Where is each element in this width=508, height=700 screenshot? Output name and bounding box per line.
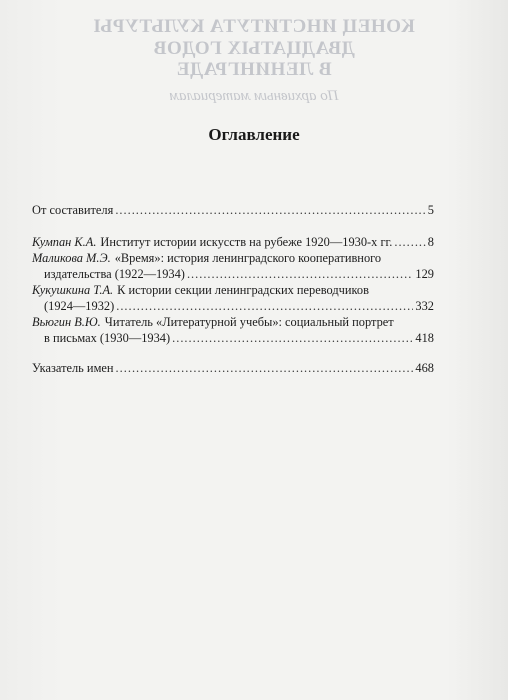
- leader-dots: [172, 330, 413, 346]
- page-number: 5: [427, 203, 434, 217]
- entry-title-continued: (1924—1932): [44, 299, 115, 313]
- entry-author: Кукушкина Т.А.: [32, 283, 114, 297]
- bleed-through-text: КОНЕЦ ИНСТИТУТА КУЛЬТУРЫ: [93, 16, 415, 37]
- entry-title: Институт истории искусств на рубеже 1920—1930-х гг.: [100, 235, 393, 249]
- entry-title: К истории секции ленинградских переводчиков: [117, 283, 369, 297]
- page-number: 129: [415, 267, 434, 281]
- leader-dots: [116, 360, 414, 376]
- page-number: 468: [415, 361, 434, 375]
- bleed-through-text: По архивным материалам: [169, 88, 339, 104]
- page-number: 332: [415, 299, 434, 313]
- entry-title: Указатель имен: [32, 361, 114, 375]
- toc-entry-kukushkina[interactable]: [32, 282, 434, 314]
- leader-dots: [115, 202, 425, 218]
- entry-author: Кумпан К.А.: [32, 235, 97, 249]
- entry-title-continued: издательства (1922—1934): [44, 267, 185, 281]
- entry-title: Читатель «Литературной учебы»: социальный портрет: [104, 315, 394, 329]
- leader-dots: [187, 266, 413, 282]
- toc-entry-malikova[interactable]: [32, 250, 434, 282]
- entry-title: От составителя: [32, 203, 114, 217]
- entry-title: «Время»: история ленинградского кооперативного: [114, 251, 382, 265]
- toc-entry-preface[interactable]: [32, 202, 434, 218]
- entry-author: Вьюгин В.Ю.: [32, 315, 101, 329]
- bleed-through-text: ДВАДЦАТЫХ ГОДОВ: [153, 38, 355, 59]
- toc-entry-kumpan[interactable]: [32, 234, 434, 250]
- entry-title-continued: в письмах (1930—1934): [44, 331, 171, 345]
- bleed-through-text: В ЛЕНИНГРАДЕ: [176, 59, 332, 80]
- entry-author: Маликова М.Э.: [32, 251, 111, 265]
- leader-dots: [116, 298, 413, 314]
- toc-title: Оглавление: [208, 125, 300, 144]
- toc-entry-vyugin[interactable]: [32, 314, 434, 346]
- page-number: 8: [427, 235, 434, 249]
- toc-entry-index[interactable]: [32, 360, 434, 376]
- page-number: 418: [415, 331, 434, 345]
- leader-dots: [394, 234, 425, 250]
